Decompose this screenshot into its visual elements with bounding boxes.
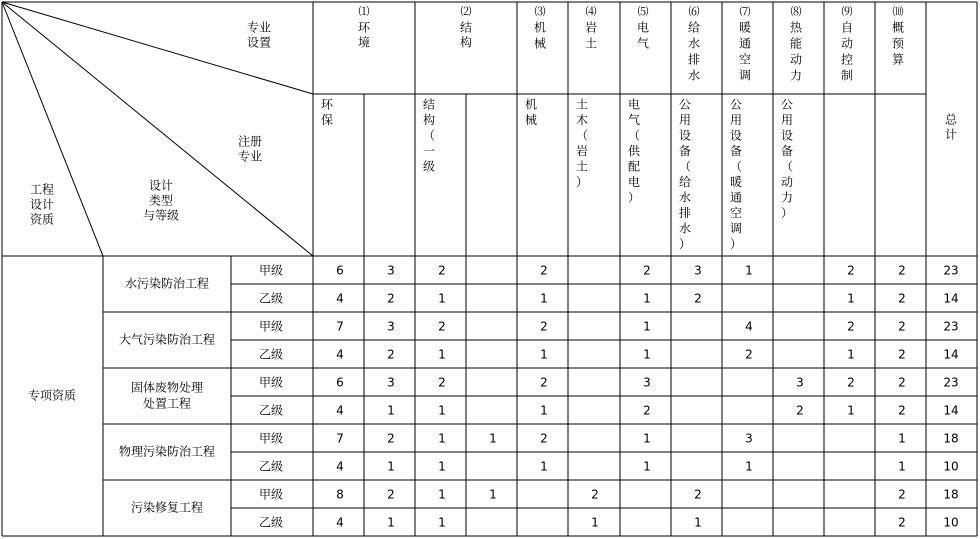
count-cell: 3 bbox=[387, 375, 395, 390]
count-cell: 1 bbox=[898, 459, 906, 474]
sub-major-label: 用 bbox=[729, 113, 743, 127]
count-cell: 4 bbox=[336, 403, 344, 418]
sub-major-label: ） bbox=[575, 175, 589, 189]
grade-label: 乙级 bbox=[258, 515, 284, 530]
sub-major-label: 公 bbox=[780, 97, 794, 112]
grade-label: 乙级 bbox=[258, 291, 284, 306]
grade-label: 乙级 bbox=[258, 403, 284, 418]
count-cell: 2 bbox=[898, 319, 906, 334]
count-cell: 1 bbox=[438, 515, 446, 530]
sub-major-label: 备 bbox=[780, 144, 794, 158]
grade-label: 甲级 bbox=[258, 263, 284, 278]
count-cell: 7 bbox=[336, 431, 344, 446]
count-cell: 2 bbox=[898, 487, 906, 502]
count-cell: 2 bbox=[540, 263, 548, 278]
group-label: 水 bbox=[687, 68, 701, 83]
sub-major-label: （ bbox=[575, 128, 589, 143]
sub-major-label: 配 bbox=[627, 159, 641, 174]
count-cell: 2 bbox=[898, 515, 906, 530]
group-number: ⑷ bbox=[585, 5, 597, 18]
corner-major-setting-label: 专业 bbox=[246, 20, 272, 35]
sub-major-label: 公 bbox=[729, 97, 743, 112]
sub-major-label: 水 bbox=[678, 190, 692, 205]
sub-major-label: 木 bbox=[575, 113, 589, 127]
count-cell: 1 bbox=[643, 459, 651, 474]
group-label: 通 bbox=[738, 36, 752, 51]
count-cell: 1 bbox=[438, 403, 446, 418]
count-cell: 2 bbox=[898, 403, 906, 418]
sub-major-label: 通 bbox=[729, 190, 743, 205]
group-label: 机 bbox=[533, 20, 547, 35]
total-cell: 14 bbox=[943, 291, 959, 306]
count-cell: 1 bbox=[643, 291, 651, 306]
count-cell: 2 bbox=[540, 375, 548, 390]
corner-registered-major-label: 专业 bbox=[237, 149, 263, 164]
group-label: 动 bbox=[840, 36, 854, 51]
total-cell: 10 bbox=[943, 515, 959, 530]
corner-registered-major-label: 注册 bbox=[237, 134, 263, 149]
grade-label: 乙级 bbox=[258, 347, 284, 362]
sub-major-label: 用 bbox=[780, 113, 794, 127]
count-cell: 1 bbox=[438, 459, 446, 474]
sub-major-label: 空 bbox=[729, 206, 743, 220]
count-cell: 6 bbox=[336, 263, 344, 278]
count-cell: 2 bbox=[898, 263, 906, 278]
group-label: 境 bbox=[357, 35, 371, 50]
count-cell: 1 bbox=[847, 403, 855, 418]
group-number: ⑸ bbox=[637, 5, 649, 18]
count-cell: 2 bbox=[694, 291, 702, 306]
group-label: 算 bbox=[891, 52, 905, 67]
count-cell: 2 bbox=[745, 347, 753, 362]
count-cell: 1 bbox=[489, 431, 497, 446]
count-cell: 2 bbox=[438, 263, 446, 278]
total-cell: 14 bbox=[943, 403, 959, 418]
count-cell: 1 bbox=[540, 459, 548, 474]
count-cell: 4 bbox=[336, 459, 344, 474]
sub-major-label: （ bbox=[780, 159, 794, 174]
sub-major-label: ） bbox=[729, 237, 743, 251]
grade-label: 甲级 bbox=[258, 319, 284, 334]
count-cell: 1 bbox=[591, 515, 599, 530]
corner-design-type-label: 类型 bbox=[148, 193, 174, 208]
count-cell: 4 bbox=[745, 319, 753, 334]
group-label: 结 bbox=[459, 20, 473, 35]
total-cell: 23 bbox=[943, 263, 959, 278]
count-cell: 2 bbox=[387, 347, 395, 362]
group-label: 电 bbox=[636, 20, 650, 35]
sub-major-label: 保 bbox=[320, 113, 334, 127]
design-type-name: 物理污染防治工程 bbox=[118, 444, 216, 459]
count-cell: 2 bbox=[898, 291, 906, 306]
group-label: 自 bbox=[840, 20, 854, 35]
sub-major-label: 暖 bbox=[729, 175, 743, 189]
grade-label: 乙级 bbox=[258, 459, 284, 474]
count-cell: 4 bbox=[336, 515, 344, 530]
count-cell: 8 bbox=[336, 487, 344, 502]
total-cell: 14 bbox=[943, 347, 959, 362]
group-number: ⑶ bbox=[534, 5, 546, 18]
table-text bbox=[28, 4, 959, 530]
design-type-name: 污染修复工程 bbox=[130, 500, 204, 515]
grade-label: 甲级 bbox=[258, 487, 284, 502]
sub-major-label: 水 bbox=[678, 221, 692, 236]
count-cell: 3 bbox=[643, 375, 651, 390]
sub-major-label: 一 bbox=[422, 144, 436, 158]
sub-major-label: 电 bbox=[627, 97, 641, 112]
sub-major-label: 用 bbox=[678, 113, 692, 127]
count-cell: 2 bbox=[438, 319, 446, 334]
sub-major-label: 械 bbox=[524, 113, 538, 127]
count-cell: 1 bbox=[643, 431, 651, 446]
corner-major-setting-label: 设置 bbox=[246, 35, 272, 50]
count-cell: 3 bbox=[796, 375, 804, 390]
count-cell: 1 bbox=[438, 431, 446, 446]
group-label: 土 bbox=[584, 36, 598, 51]
group-label: 水 bbox=[687, 36, 701, 51]
count-cell: 3 bbox=[387, 319, 395, 334]
count-cell: 1 bbox=[898, 431, 906, 446]
sub-major-label: 环 bbox=[320, 97, 334, 112]
count-cell: 3 bbox=[745, 431, 753, 446]
sub-major-label: （ bbox=[627, 128, 641, 143]
count-cell: 1 bbox=[540, 347, 548, 362]
group-label: 暖 bbox=[738, 20, 752, 35]
count-cell: 3 bbox=[694, 263, 702, 278]
count-cell: 1 bbox=[643, 319, 651, 334]
count-cell: 2 bbox=[387, 291, 395, 306]
group-label: 排 bbox=[687, 52, 701, 67]
count-cell: 2 bbox=[847, 319, 855, 334]
count-cell: 1 bbox=[643, 347, 651, 362]
sub-major-label: 动 bbox=[780, 175, 794, 189]
sub-major-label: 设 bbox=[780, 128, 794, 143]
count-cell: 1 bbox=[438, 487, 446, 502]
sub-major-label: 调 bbox=[729, 221, 743, 236]
count-cell: 2 bbox=[643, 403, 651, 418]
count-cell: 1 bbox=[694, 515, 702, 530]
sub-major-label: 公 bbox=[678, 97, 692, 112]
count-cell: 2 bbox=[387, 431, 395, 446]
count-cell: 2 bbox=[694, 487, 702, 502]
count-cell: 1 bbox=[438, 291, 446, 306]
sub-major-label: 电 bbox=[627, 175, 641, 189]
group-label: 气 bbox=[636, 36, 650, 51]
group-number: ⑹ bbox=[688, 5, 700, 18]
sub-major-label: 机 bbox=[524, 97, 538, 112]
sub-major-label: 备 bbox=[678, 144, 692, 158]
total-cell: 18 bbox=[943, 487, 959, 502]
total-cell: 10 bbox=[943, 459, 959, 474]
sub-major-label: （ bbox=[729, 159, 743, 174]
count-cell: 1 bbox=[745, 459, 753, 474]
group-label: 岩 bbox=[584, 20, 598, 35]
grade-label: 甲级 bbox=[258, 375, 284, 390]
design-type-name: 处置工程 bbox=[142, 396, 192, 411]
count-cell: 2 bbox=[898, 375, 906, 390]
sub-major-label: 岩 bbox=[575, 144, 589, 158]
corner-qualification-label: 工程 bbox=[29, 182, 55, 197]
sub-major-label: 设 bbox=[729, 128, 743, 143]
count-cell: 1 bbox=[540, 403, 548, 418]
count-cell: 2 bbox=[438, 375, 446, 390]
group-label: 力 bbox=[789, 68, 803, 83]
count-cell: 1 bbox=[847, 347, 855, 362]
sub-major-label: 供 bbox=[627, 144, 641, 158]
count-cell: 3 bbox=[387, 263, 395, 278]
grade-label: 甲级 bbox=[258, 431, 284, 446]
sub-major-label: 备 bbox=[729, 144, 743, 158]
group-label: 械 bbox=[533, 36, 547, 51]
sub-major-label: 气 bbox=[627, 113, 641, 127]
count-cell: 2 bbox=[898, 347, 906, 362]
sub-major-label: （ bbox=[422, 128, 436, 143]
sub-major-label: 设 bbox=[678, 128, 692, 143]
group-label: 能 bbox=[789, 36, 803, 51]
count-cell: 6 bbox=[336, 375, 344, 390]
sub-major-label: ） bbox=[627, 190, 641, 205]
sub-major-label: ） bbox=[780, 206, 794, 220]
count-cell: 2 bbox=[847, 375, 855, 390]
total-cell: 18 bbox=[943, 431, 959, 446]
count-cell: 1 bbox=[847, 291, 855, 306]
group-label: 制 bbox=[840, 68, 854, 83]
total-cell: 23 bbox=[943, 375, 959, 390]
count-cell: 7 bbox=[336, 319, 344, 334]
count-cell: 4 bbox=[336, 347, 344, 362]
group-label: 构 bbox=[459, 35, 473, 50]
count-cell: 1 bbox=[387, 403, 395, 418]
total-label: 计 bbox=[944, 127, 958, 142]
sub-major-label: ） bbox=[678, 237, 692, 251]
group-label: 预 bbox=[891, 36, 905, 51]
corner-design-type-label: 与等级 bbox=[142, 208, 180, 223]
count-cell: 2 bbox=[387, 487, 395, 502]
sub-major-label: 给 bbox=[678, 175, 692, 189]
count-cell: 2 bbox=[796, 403, 804, 418]
count-cell: 2 bbox=[643, 263, 651, 278]
sub-major-label: 力 bbox=[780, 190, 794, 205]
count-cell: 1 bbox=[540, 291, 548, 306]
total-cell: 23 bbox=[943, 319, 959, 334]
group-label: 控 bbox=[840, 52, 854, 67]
corner-qualification-label: 设计 bbox=[29, 197, 55, 212]
group-label: 概 bbox=[891, 20, 905, 35]
group-label: 环 bbox=[357, 20, 371, 35]
count-cell: 1 bbox=[387, 459, 395, 474]
count-cell: 1 bbox=[387, 515, 395, 530]
group-number: ⑴ bbox=[358, 5, 370, 18]
group-label: 动 bbox=[789, 52, 803, 67]
count-cell: 1 bbox=[438, 347, 446, 362]
corner-qualification-label: 资质 bbox=[29, 212, 55, 227]
count-cell: 2 bbox=[540, 319, 548, 334]
group-label: 给 bbox=[687, 20, 701, 35]
design-type-name: 大气污染防治工程 bbox=[118, 332, 216, 347]
category-label: 专项资质 bbox=[27, 388, 77, 403]
sub-major-label: 结 bbox=[422, 97, 436, 112]
count-cell: 1 bbox=[489, 487, 497, 502]
sub-major-label: 排 bbox=[678, 206, 692, 220]
group-number: ⑼ bbox=[841, 5, 853, 18]
group-number: ⑻ bbox=[790, 5, 802, 18]
design-type-name: 固体废物处理 bbox=[130, 380, 204, 395]
group-label: 热 bbox=[789, 20, 803, 35]
group-number: ⑺ bbox=[739, 5, 751, 18]
sub-major-label: 级 bbox=[422, 159, 436, 174]
count-cell: 2 bbox=[847, 263, 855, 278]
total-label: 总 bbox=[944, 112, 958, 127]
count-cell: 2 bbox=[540, 431, 548, 446]
sub-major-label: 土 bbox=[575, 97, 589, 112]
count-cell: 1 bbox=[745, 263, 753, 278]
sub-major-label: （ bbox=[678, 159, 692, 174]
count-cell: 2 bbox=[591, 487, 599, 502]
group-number: ⑽ bbox=[892, 5, 904, 18]
corner-design-type-label: 设计 bbox=[148, 178, 174, 193]
sub-major-label: 构 bbox=[422, 113, 436, 127]
design-type-name: 水污染防治工程 bbox=[124, 276, 210, 291]
group-label: 调 bbox=[738, 68, 752, 83]
count-cell: 4 bbox=[336, 291, 344, 306]
group-label: 空 bbox=[738, 52, 752, 67]
group-number: ⑵ bbox=[460, 5, 472, 18]
sub-major-label: 土 bbox=[575, 159, 589, 174]
